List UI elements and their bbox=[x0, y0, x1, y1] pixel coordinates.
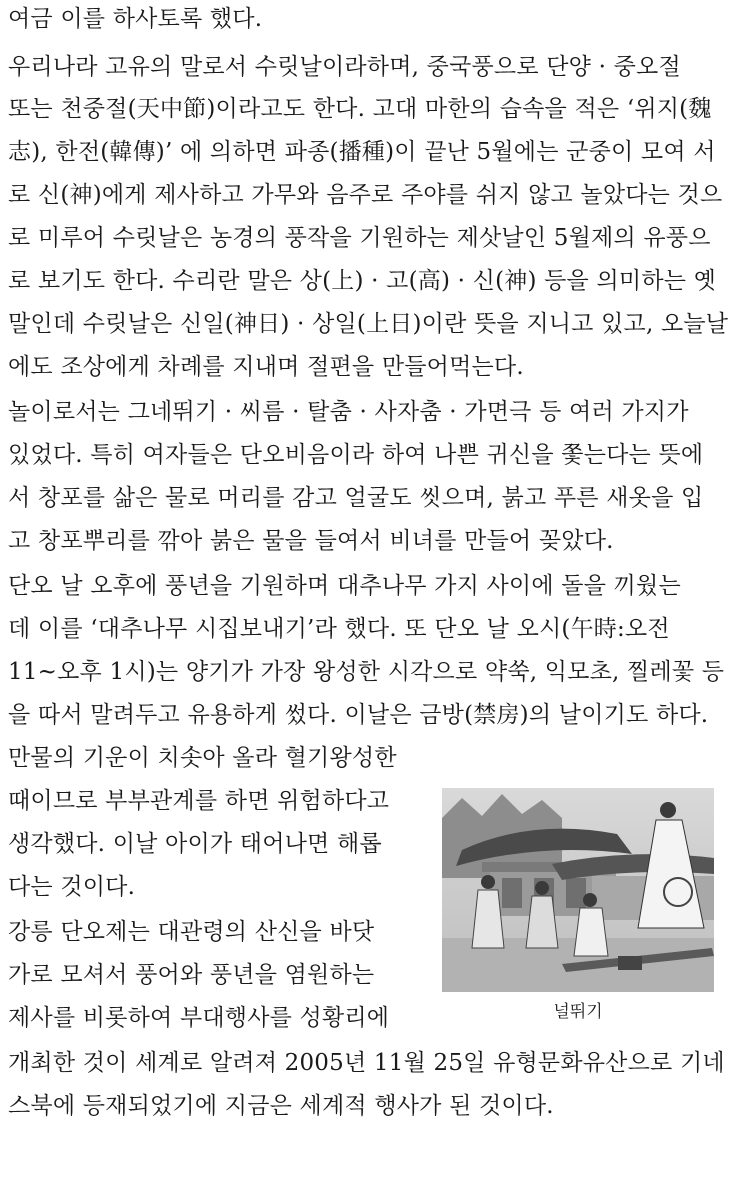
text-line: 을 따서 말려두고 유용하게 썼다. 이날은 금방(禁房)의 날이기도 하다. bbox=[8, 702, 709, 728]
text-line: 서 창포를 삶은 물로 머리를 감고 얼굴도 씻으며, 붉고 푸른 새옷을 입 bbox=[8, 485, 704, 511]
neolttwigi-photo bbox=[442, 788, 714, 992]
text-line: 놀이로서는 그네뛰기 · 씨름 · 탈춤 · 사자춤 · 가면극 등 여러 가지가 bbox=[8, 399, 689, 425]
text-line: 단오 날 오후에 풍년을 기원하며 대추나무 가지 사이에 돌을 끼웠는 bbox=[8, 573, 681, 599]
text-line: 있었다. 특히 여자들은 단오비음이라 하여 나쁜 귀신을 쫓는다는 뜻에 bbox=[8, 442, 704, 468]
text-line: 제사를 비롯하여 부대행사를 성황리에 bbox=[8, 1005, 390, 1031]
text-line: 가로 모셔서 풍어와 풍년을 염원하는 bbox=[8, 962, 375, 988]
text-line: 개최한 것이 세계로 알려져 2005년 11월 25일 유형문화유산으로 기네 bbox=[8, 1050, 725, 1076]
text-line: 데 이를 ‘대추나무 시집보내기’라 했다. 또 단오 날 오시(午時:오전 bbox=[8, 616, 670, 642]
text-line: 만물의 기운이 치솟아 올라 혈기왕성한 bbox=[8, 745, 397, 771]
figure-photo bbox=[442, 788, 714, 992]
text-line: 에도 조상에게 차례를 지내며 절편을 만들어먹는다. bbox=[8, 354, 524, 380]
text-line: 우리나라 고유의 말로서 수릿날이라하며, 중국풍으로 단양 · 중오절 bbox=[8, 54, 681, 80]
text-line: 로 신(神)에게 제사하고 가무와 음주로 주야를 쉬지 않고 놀았다는 것으 bbox=[8, 182, 723, 208]
text-line: 로 보기도 한다. 수리란 말은 상(上) · 고(高) · 신(神) 등을 의미하는 옛 bbox=[8, 268, 717, 294]
text-line: 11~오후 1시)는 양기가 가장 왕성한 시각으로 약쑥, 익모초, 찔레꽃 등 bbox=[8, 659, 725, 685]
text-line: 고 창포뿌리를 깎아 붉은 물을 들여서 비녀를 만들어 꽂았다. bbox=[8, 528, 614, 554]
text-line: 강릉 단오제는 대관령의 산신을 바닷 bbox=[8, 919, 375, 945]
text-line: 또는 천중절(天中節)이라고도 한다. 고대 마한의 습속을 적은 ‘위지(魏 bbox=[8, 96, 712, 122]
text-line: 생각했다. 이날 아이가 태어나면 해롭 bbox=[8, 831, 382, 857]
figure-caption: 널뛰기 bbox=[553, 1002, 603, 1022]
text-line: 때이므로 부부관계를 하면 위험하다고 bbox=[8, 788, 390, 814]
text-line: 로 미루어 수릿날은 농경의 풍작을 기원하는 제삿날인 5월제의 유풍으 bbox=[8, 225, 711, 251]
text-line: 말인데 수릿날은 신일(神日) · 상일(上日)이란 뜻을 지니고 있고, 오늘날 bbox=[8, 311, 729, 337]
text-line: 다는 것이다. bbox=[8, 874, 136, 900]
text-line: 여금 이를 하사토록 했다. bbox=[8, 6, 263, 32]
text-line: 스북에 등재되었기에 지금은 세계적 행사가 된 것이다. bbox=[8, 1093, 554, 1119]
text-line: 志), 한전(韓傳)’ 에 의하면 파종(播種)이 끝난 5월에는 군중이 모여 서 bbox=[8, 139, 716, 165]
